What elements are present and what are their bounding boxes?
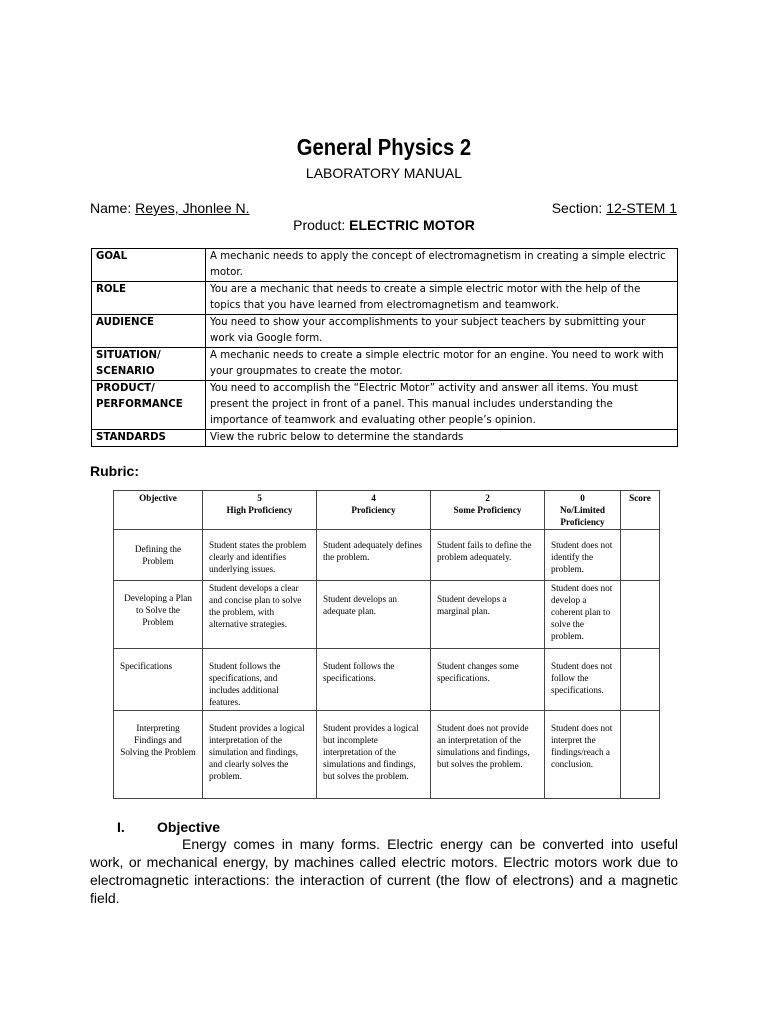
section-field <box>552 200 677 216</box>
grasps-text: View the rubric below to determine the standards <box>206 430 678 447</box>
rubric-cell-some: Student fails to define the problem adequately. <box>431 530 545 581</box>
name-label: Name: <box>90 200 136 216</box>
rubric-header-points: 0 <box>580 493 585 503</box>
rubric-objective: Developing a Plan to Solve the Problem <box>114 581 203 649</box>
grasps-row-situation <box>92 348 678 381</box>
rubric-cell-proficiency: Student follows the specifications. <box>317 649 431 711</box>
grasps-row-goal <box>92 249 678 282</box>
rubric-cell-score <box>621 581 660 649</box>
rubric-cell-high: Student states the problem clearly and identifies underlying issues. <box>203 530 317 581</box>
rubric-cell-score <box>621 530 660 581</box>
rubric-header-label: Some Proficiency <box>453 505 522 515</box>
rubric-cell-limited: Student does not follow the specifications. <box>545 649 621 711</box>
grasps-text: You are a mechanic that needs to create a simple electric motor with the help of the topics that you have learned from electromagnetism and teamwork. <box>206 282 678 315</box>
document-subtitle: LABORATORY MANUAL <box>305 165 463 181</box>
grasps-label: STANDARDS <box>92 430 206 447</box>
rubric-cell-high: Student develops a clear and concise plan to solve the problem, with alternative strategies. <box>203 581 317 649</box>
rubric-header-points: 4 <box>371 493 376 503</box>
name-value: Reyes, Jhonlee N. <box>135 200 250 216</box>
grasps-row-audience <box>92 315 678 348</box>
grasps-label: SITUATION/ SCENARIO <box>92 348 206 381</box>
rubric-header-row <box>114 491 660 530</box>
rubric-header-objective <box>114 491 203 530</box>
rubric-cell-proficiency: Student adequately defines the problem. <box>317 530 431 581</box>
rubric-header-label: High Proficiency <box>226 505 293 515</box>
rubric-cell-proficiency: Student develops an adequate plan. <box>317 581 431 649</box>
rubric-header-label: Score <box>629 493 651 503</box>
grasps-row-standards <box>92 430 678 447</box>
grasps-text: A mechanic needs to apply the concept of electromagnetism in creating a simple electric motor. <box>206 249 678 282</box>
grasps-row-product <box>92 381 678 430</box>
grasps-text: You need to accomplish the “Electric Motor” activity and answer all items. You must present the project in front of a panel. This manual includes understanding the importance of teamwork and evaluating other people’s opinion. <box>206 381 678 430</box>
rubric-cell-high: Student follows the specifications, and includes additional features. <box>203 649 317 711</box>
document-title: General Physics 2 <box>296 134 472 160</box>
rubric-row <box>114 649 660 711</box>
rubric-cell-limited: Student does not identify the problem. <box>545 530 621 581</box>
section-number: I. <box>117 819 125 835</box>
rubric-cell-some: Student changes some specifications. <box>431 649 545 711</box>
student-info-row <box>90 200 677 218</box>
rubric-table <box>113 490 660 799</box>
rubric-header-score <box>621 491 660 530</box>
rubric-header-points: 2 <box>485 493 490 503</box>
grasps-label: AUDIENCE <box>92 315 206 348</box>
grasps-label: ROLE <box>92 282 206 315</box>
rubric-header-points: 5 <box>257 493 262 503</box>
grasps-label: PRODUCT/ PERFORMANCE <box>92 381 206 430</box>
rubric-cell-high: Student provides a logical interpretation of the simulation and findings, and clearly solves the problem. <box>203 711 317 799</box>
grasps-row-role <box>92 282 678 315</box>
rubric-row <box>114 581 660 649</box>
rubric-cell-limited: Student does not develop a coherent plan to solve the problem. <box>545 581 621 649</box>
rubric-header-some <box>431 491 545 530</box>
rubric-heading: Rubric: <box>90 463 139 479</box>
section-label: Section: <box>551 200 607 216</box>
rubric-objective: Interpreting Findings and Solving the Problem <box>114 711 203 799</box>
product-value: ELECTRIC MOTOR <box>349 217 475 233</box>
rubric-header-limited <box>545 491 621 530</box>
grasps-text: You need to show your accomplishments to your subject teachers by submitting your work via Google form. <box>206 315 678 348</box>
objective-section-heading <box>117 819 220 835</box>
rubric-row <box>114 530 660 581</box>
rubric-cell-score <box>621 649 660 711</box>
section-value: 12-STEM 1 <box>606 200 677 216</box>
grasps-text: A mechanic needs to create a simple electric motor for an engine. You need to work with your groupmates to create the motor. <box>206 348 678 381</box>
rubric-objective: Specifications <box>114 649 203 711</box>
paragraph-text: Energy comes in many forms. Electric energy can be converted into useful work, or mechanical energy, by machines called electric motors. Electric motors work due to electromagnetic interactions: the interaction of current (the flow of electrons) and a magnetic field. <box>90 836 678 906</box>
rubric-header-proficiency <box>317 491 431 530</box>
grasps-label: GOAL <box>92 249 206 282</box>
rubric-header-label: Objective <box>139 493 177 503</box>
rubric-objective: Defining the Problem <box>114 530 203 581</box>
objective-paragraph <box>90 835 678 907</box>
grasps-table <box>91 248 678 447</box>
rubric-cell-score <box>621 711 660 799</box>
rubric-row <box>114 711 660 799</box>
rubric-header-high <box>203 491 317 530</box>
product-label: Product: <box>293 217 350 233</box>
product-line <box>0 217 768 233</box>
rubric-cell-limited: Student does not interpret the findings/reach a conclusion. <box>545 711 621 799</box>
rubric-header-label: No/Limited Proficiency <box>560 505 605 527</box>
rubric-cell-some: Student develops a marginal plan. <box>431 581 545 649</box>
rubric-cell-some: Student does not provide an interpretation of the simulations and findings, but solves the problem. <box>431 711 545 799</box>
section-title: Objective <box>157 819 221 835</box>
rubric-cell-proficiency: Student provides a logical but incomplete interpretation of the simulations and findings, but solves the problem. <box>317 711 431 799</box>
name-field <box>90 200 250 216</box>
rubric-header-label: Proficiency <box>351 505 396 515</box>
